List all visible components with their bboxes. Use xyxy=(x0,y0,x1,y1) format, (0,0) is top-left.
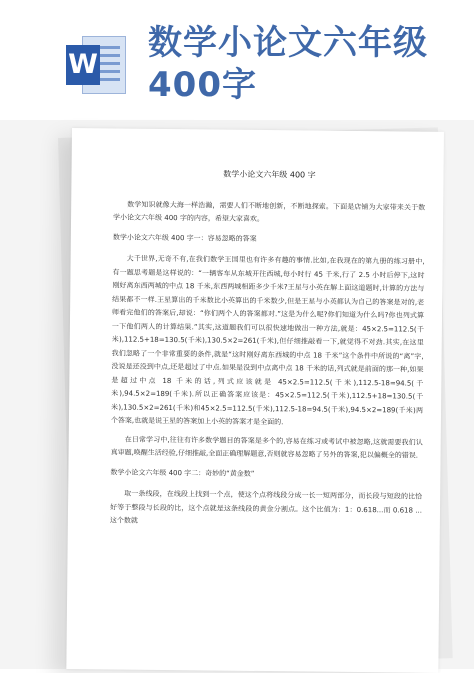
section2-body: 取一条线段，在线段上找到一个点，使这个点将线段分成一长一短两部分，而长段与短段的比恰好等于整段与长段的比，这个点就是这条线段的黄金分割点。这个比值为：1：0.618...而 0.618 ...这个数就 xyxy=(109,489,423,525)
document-page xyxy=(66,128,444,673)
word-document-icon xyxy=(66,36,128,96)
page-title-line2: 400字 xyxy=(148,65,257,105)
page-title-line1: 数学小论文六年级 xyxy=(148,23,428,63)
section2-heading: 数学小论文六年级 400 字二：奇妙的“黄金数” xyxy=(110,467,255,478)
intro-paragraph: 数学知识就像大海一样浩瀚，需要人们不断地创新，不断地探索。下面是店铺为大家带来关于数学小论文六年级 400 字的内容，希望大家喜欢。 xyxy=(113,200,426,224)
word-icon-letter: W xyxy=(66,45,100,85)
section1-heading: 数学小论文六年级 400 字一：容易忽略的答案 xyxy=(112,232,257,243)
document-content xyxy=(110,158,426,536)
section1-body: 大千世界,无奇不有,在我们数学王国里也有许多有趣的事情.比如,在我现在的第九册的练习册中,有一题思考题是这样说的：“一辆客车从东城开往西城,每小时行 45 千米,行了 2.5 小时后停下,这时刚好离东西两城的中点 18 千米,东西两城相距多少千米?王星与小英在解上面这道题时,计算的方法与结果都不一样.王星算出的千米数比小英算出的千米数少,但是王星与小英都认为自己的答案是对的,老师看完他们的答案后,却说：“你们两个人的答案都对.”这是为什么呢?你们知道为什么吗?你也列式算一下他们两人的计算结果.”其实,这道题我们可以很快速地做出一种方法,就是：45×2.5=112.5(千米),112.5+18=130.5(千米),130.5×2=261(千米),但仔细推敲看一下,就觉得不对劲.其实,在这里我们忽略了一个非常重要的条件,就是“这时刚好离东西城的中点 18 千米”这个条件中所说的“离”字,没说是还没到中点,还是超过了中点.如果是没到中点离中点 18 千米的话,列式就是前面的那一种,如果是超过中点 18 千米的话,列式应该就是 45×2.5=112.5(千米),112.5-18=94.5(千米),94.5×2=189(千米).所以正确答案应该是：45×2.5=112.5(千米),112.5+18=130.5(千米),130.5×2=261(千米)和45×2.5=112.5(千米),112.5-18=94.5(千米),94.5×2=189(千米)两个答案,也就是说王星的答案加上小英的答案才是全面的. xyxy=(110,254,425,427)
section1-closing: 在日常学习中,往往有许多数学题目的答案是多个的,容易在练习或考试中被忽略,这就需要我们认真审题,唤醒生活经验,仔细推敲,全面正确理解题意,否则就容易忽略了另外的答案,犯以偏概全的错误. xyxy=(110,435,423,460)
document-title: 数学小论文六年级 400 字 xyxy=(223,169,316,180)
header-banner xyxy=(0,0,474,120)
